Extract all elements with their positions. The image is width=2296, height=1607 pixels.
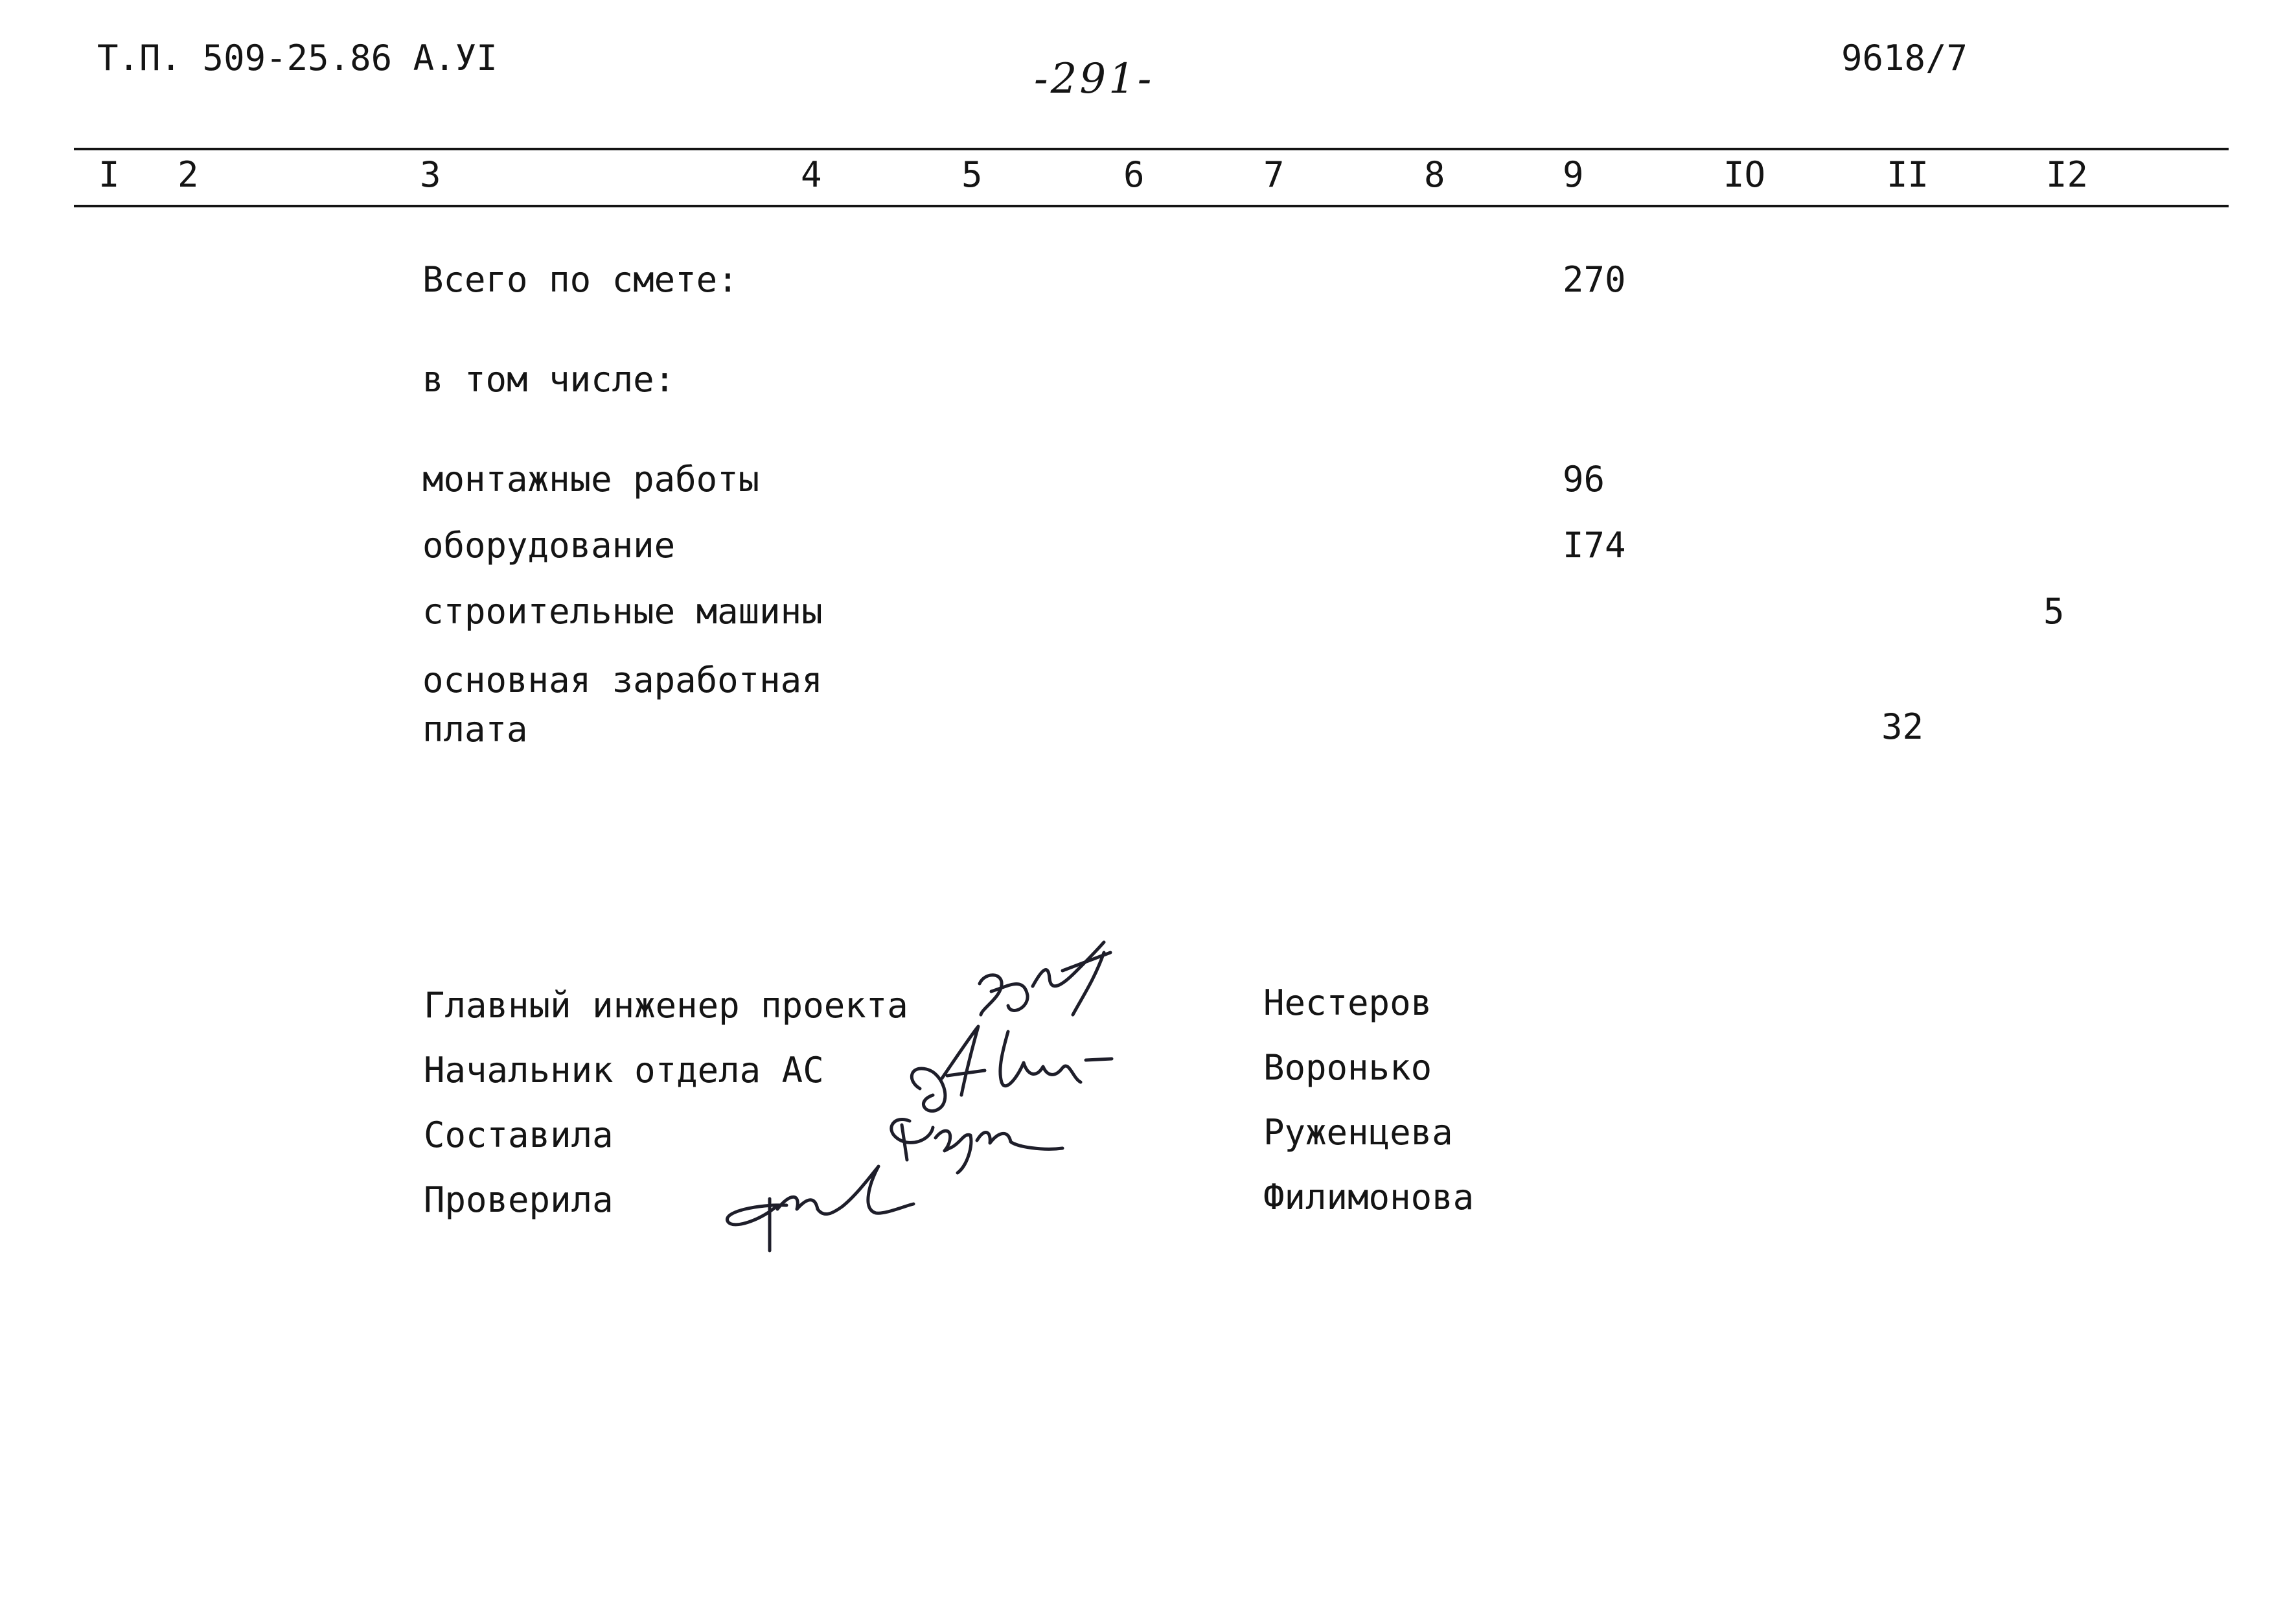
column-number: I xyxy=(98,154,120,195)
signature-role-department-head: Начальник отдела АС xyxy=(424,1050,824,1091)
signature-role-compiled-by: Составила xyxy=(424,1115,614,1155)
row-label-construction-machines: строительные машины xyxy=(422,591,823,632)
document-code: Т.П. 509-25.86 А.УI xyxy=(97,38,498,78)
signature-scribble-checked-by xyxy=(727,1166,913,1251)
column-number: IO xyxy=(1723,154,1766,195)
row-label-base-salary-line2: плата xyxy=(422,709,528,750)
column-number: 5 xyxy=(961,154,983,195)
column-number: 4 xyxy=(801,154,822,195)
column-number: II xyxy=(1887,154,1929,195)
value-total-col9: 270 xyxy=(1563,259,1626,300)
column-number: 3 xyxy=(420,154,441,195)
row-label-base-salary-line1: основная заработная xyxy=(422,660,823,700)
value-salary-col11: 32 xyxy=(1881,706,1924,747)
signature-name-chief-engineer: Нестеров xyxy=(1263,982,1432,1023)
row-label-including: в том числе: xyxy=(422,359,676,400)
column-number: I2 xyxy=(2046,154,2089,195)
signature-name-checked-by: Филимонова xyxy=(1263,1177,1475,1218)
row-label-equipment: оборудование xyxy=(422,525,676,566)
sheet-code: 9618/7 xyxy=(1841,38,1968,78)
column-number: 6 xyxy=(1123,154,1145,195)
row-label-total: Всего по смете: xyxy=(422,259,739,300)
column-number: 8 xyxy=(1424,154,1445,195)
signature-role-chief-engineer: Главный инженер проекта xyxy=(424,985,908,1026)
signature-name-department-head: Воронько xyxy=(1263,1047,1432,1088)
signature-role-checked-by: Проверила xyxy=(424,1179,614,1220)
row-label-installation-works: монтажные работы xyxy=(422,459,760,500)
column-number: 7 xyxy=(1263,154,1285,195)
signature-scribble-chief-engineer xyxy=(980,942,1110,1015)
signature-scribble-compiled-by xyxy=(891,1119,1062,1173)
value-installation-col9: 96 xyxy=(1563,459,1605,500)
signature-name-compiled-by: Руженцева xyxy=(1263,1112,1453,1153)
column-number: 9 xyxy=(1563,154,1584,195)
column-number: 2 xyxy=(178,154,199,195)
page-number: -291- xyxy=(1034,55,1154,103)
value-machines-col12: 5 xyxy=(2043,591,2065,632)
value-equipment-col9: I74 xyxy=(1563,525,1626,566)
signature-scribble-department-head xyxy=(912,1026,1112,1111)
